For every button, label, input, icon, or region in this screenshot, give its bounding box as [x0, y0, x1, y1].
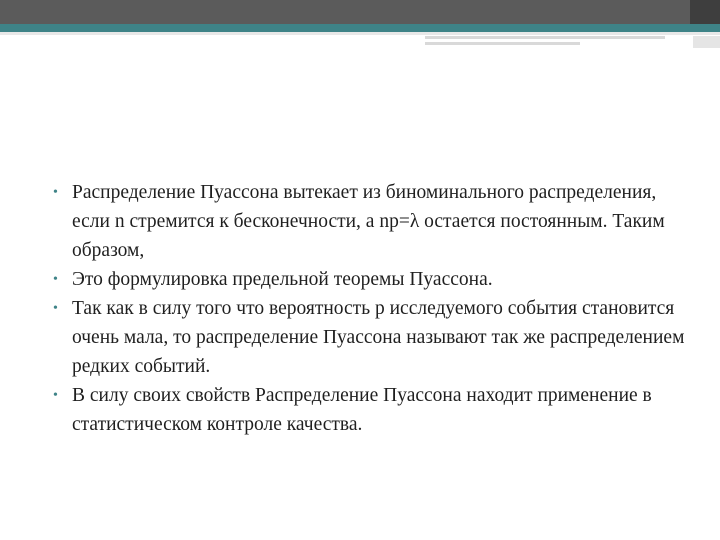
- bullet-list: [50, 178, 690, 439]
- accent-stripe: [0, 24, 720, 32]
- bullet-icon: •: [53, 388, 58, 403]
- top-band: [0, 0, 720, 24]
- bullet-text: Так как в силу того что вероятность p исследуемого события становится очень мала, то распределение Пуассона называют так же распределением редких событий.: [72, 298, 685, 377]
- list-item: [50, 178, 690, 265]
- decorative-bar: [425, 42, 580, 45]
- slide-content: [50, 178, 690, 439]
- bullet-icon: •: [53, 185, 58, 200]
- list-item: [50, 265, 690, 294]
- decorative-bar: [693, 36, 720, 48]
- bullet-text: Это формулировка предельной теоремы Пуассона.: [72, 269, 493, 290]
- bullet-text: Распределение Пуассона вытекает из биноминального распределения, если n стремится к бесконечности, а np=λ остается постоянным. Таким образом,: [72, 182, 665, 261]
- list-item: [50, 381, 690, 439]
- list-item: [50, 294, 690, 381]
- divider-line: [0, 32, 720, 35]
- top-band-corner: [690, 0, 720, 24]
- bullet-text: В силу своих свойств Распределение Пуассона находит применение в статистическом контроле качества.: [72, 385, 652, 435]
- bullet-icon: •: [53, 301, 58, 316]
- decorative-bar: [425, 36, 665, 39]
- bullet-icon: •: [53, 272, 58, 287]
